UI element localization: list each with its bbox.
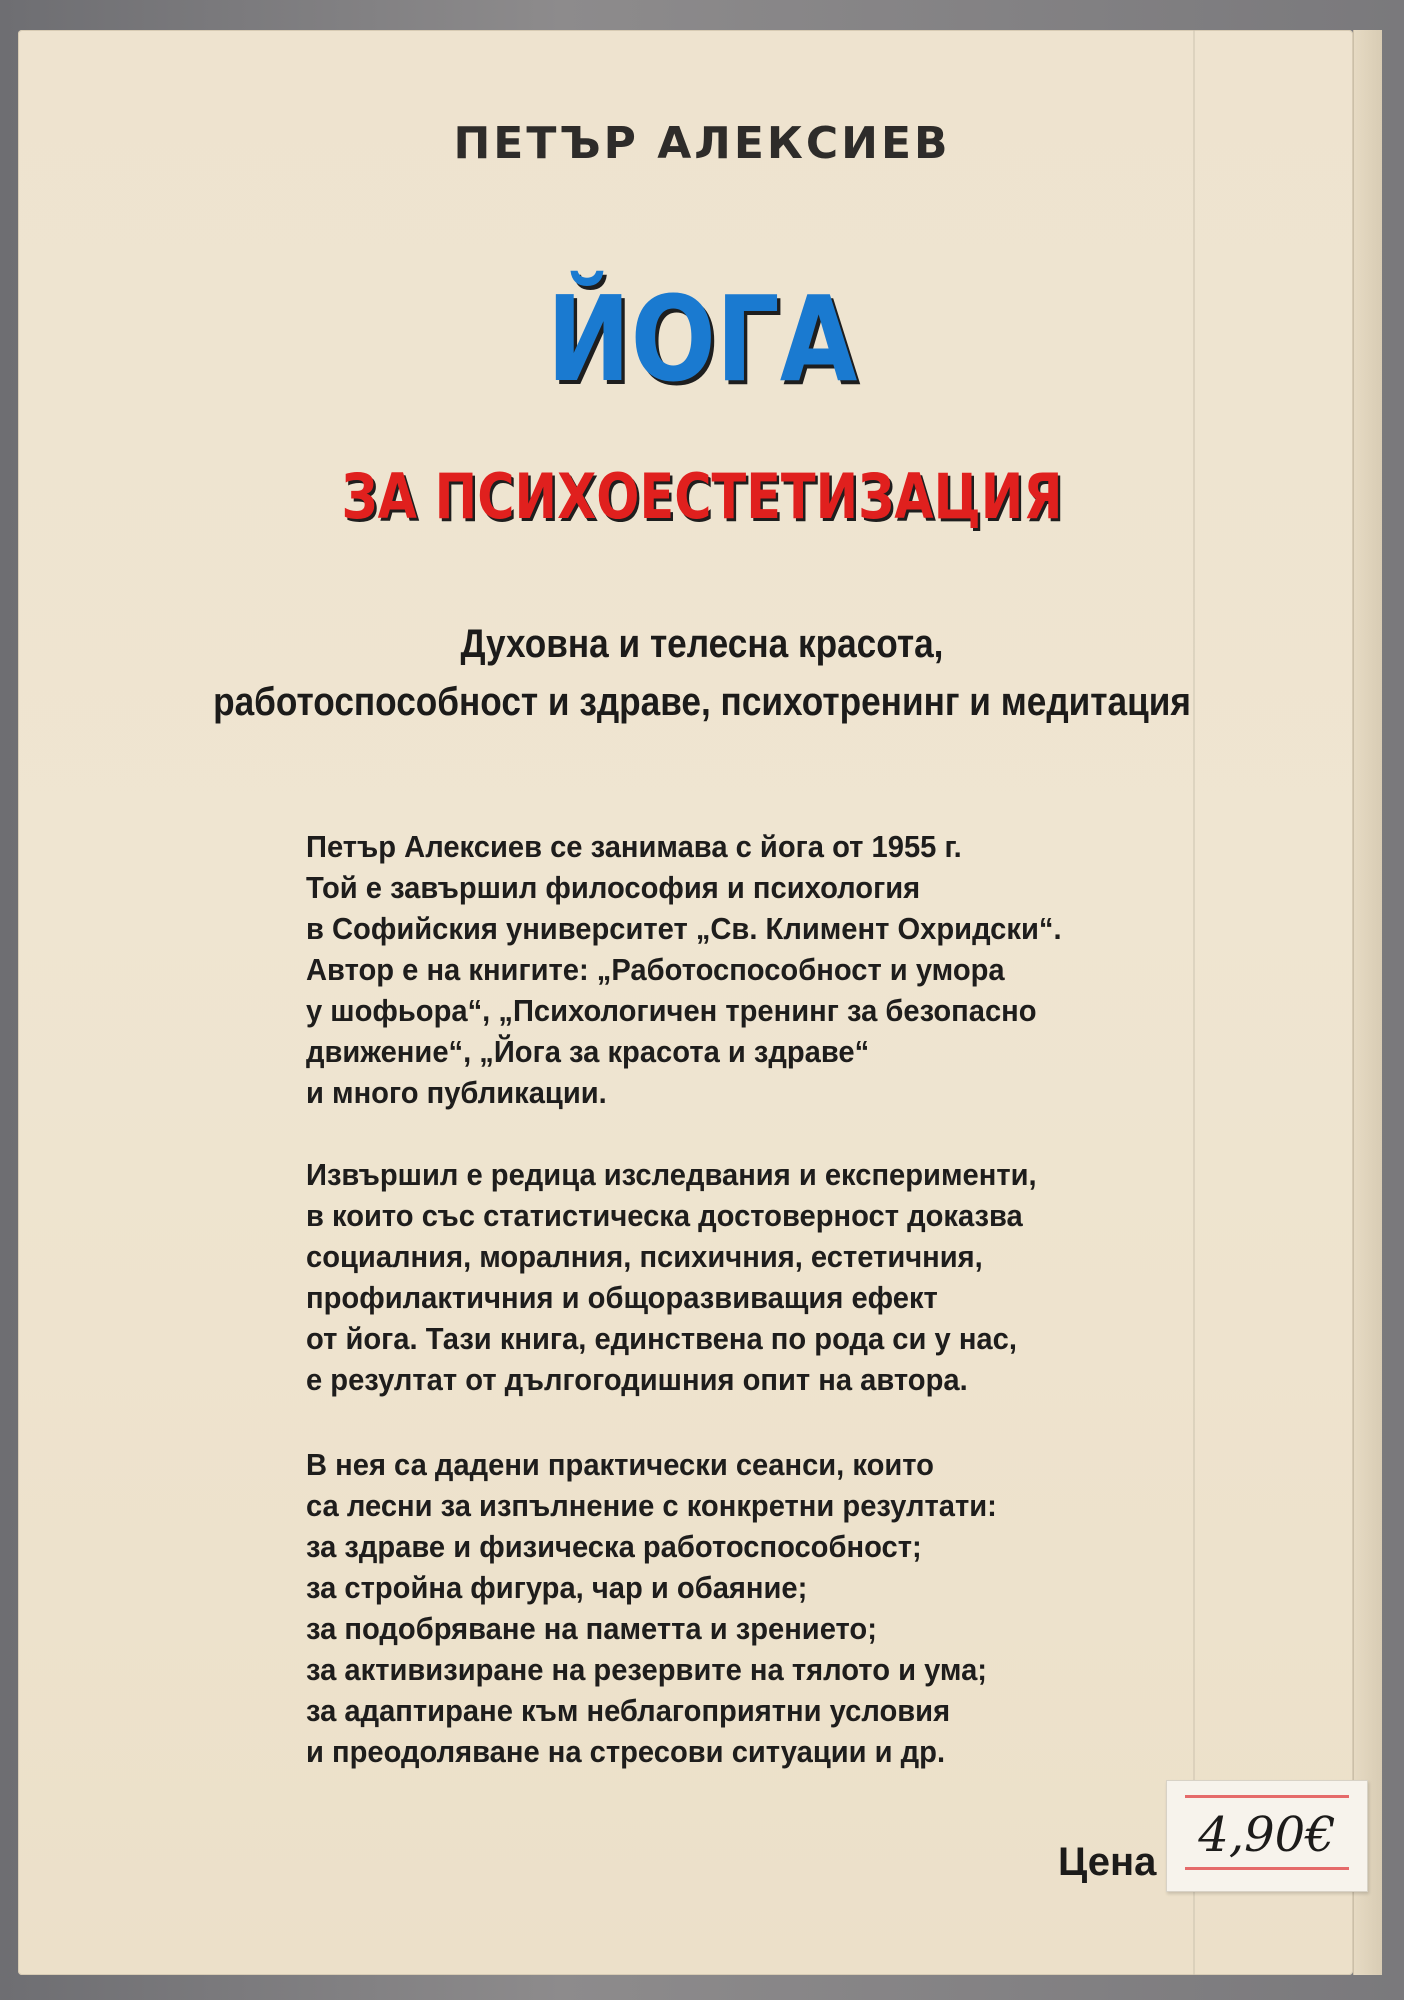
book-title: ЙОГА (546, 270, 858, 408)
text-line: и преодоляване на стресови ситуации и др. (306, 1734, 946, 1769)
price-value: 4,90€ (1198, 1807, 1336, 1863)
text-line: профилактичния и общоразвиващия ефект (306, 1280, 938, 1315)
sticker-stripe (1185, 1795, 1349, 1798)
price-label: Цена (1058, 1840, 1157, 1884)
author-name: ПЕТЪР АЛЕКСИЕВ (453, 118, 951, 169)
tagline-line: работоспособност и здраве, психотренинг и медитация (213, 680, 1191, 724)
text-line: социалния, моралния, психичния, естетичния, (306, 1239, 983, 1274)
text-line: за активизиране на резервите на тялото и ума; (306, 1652, 988, 1687)
description-paragraph-1 (306, 826, 1226, 1113)
tagline-line: Духовна и телесна красота, (460, 622, 944, 666)
sticker-stripe (1185, 1867, 1349, 1870)
text-line: за здраве и физическа работоспособност; (306, 1529, 922, 1564)
text-line: Извършил е редица изследвания и експерименти, (306, 1157, 1037, 1192)
text-line: в Софийския университет „Св. Климент Охридски“. (306, 911, 1062, 946)
book-spine-edge (1353, 30, 1382, 1975)
text-line: от йога. Тази книга, единствена по рода си у нас, (306, 1321, 1017, 1356)
text-line: за подобряване на паметта и зрението; (306, 1611, 877, 1646)
text-line: са лесни за изпълнение с конкретни резултати: (306, 1488, 997, 1523)
text-line: Петър Алексиев се занимава с йога от 1955 г. (306, 829, 962, 864)
text-line: Автор е на книгите: „Работоспособност и умора (306, 952, 1005, 987)
text-line: в които със статистическа достоверност доказва (306, 1198, 1023, 1233)
text-line: движение“, „Йога за красота и здраве“ (306, 1034, 870, 1069)
text-line: за адаптиране към неблагоприятни условия (306, 1693, 951, 1728)
description-paragraph-2 (306, 1154, 1226, 1400)
text-line: у шофьора“, „Психологичен тренинг за безопасно (306, 993, 1037, 1028)
text-line: е резултат от дългогодишния опит на автора. (306, 1362, 968, 1397)
price-sticker (1166, 1780, 1368, 1892)
description-paragraph-3 (306, 1444, 1226, 1772)
tagline (0, 615, 1404, 731)
text-line: В нея са дадени практически сеанси, които (306, 1447, 934, 1482)
text-line: и много публикации. (306, 1075, 607, 1110)
text-line: Той е завършил философия и психология (306, 870, 921, 905)
text-line: за стройна фигура, чар и обаяние; (306, 1570, 808, 1605)
book-subtitle: ЗА ПСИХОЕСТЕТИЗАЦИЯ (341, 460, 1063, 533)
